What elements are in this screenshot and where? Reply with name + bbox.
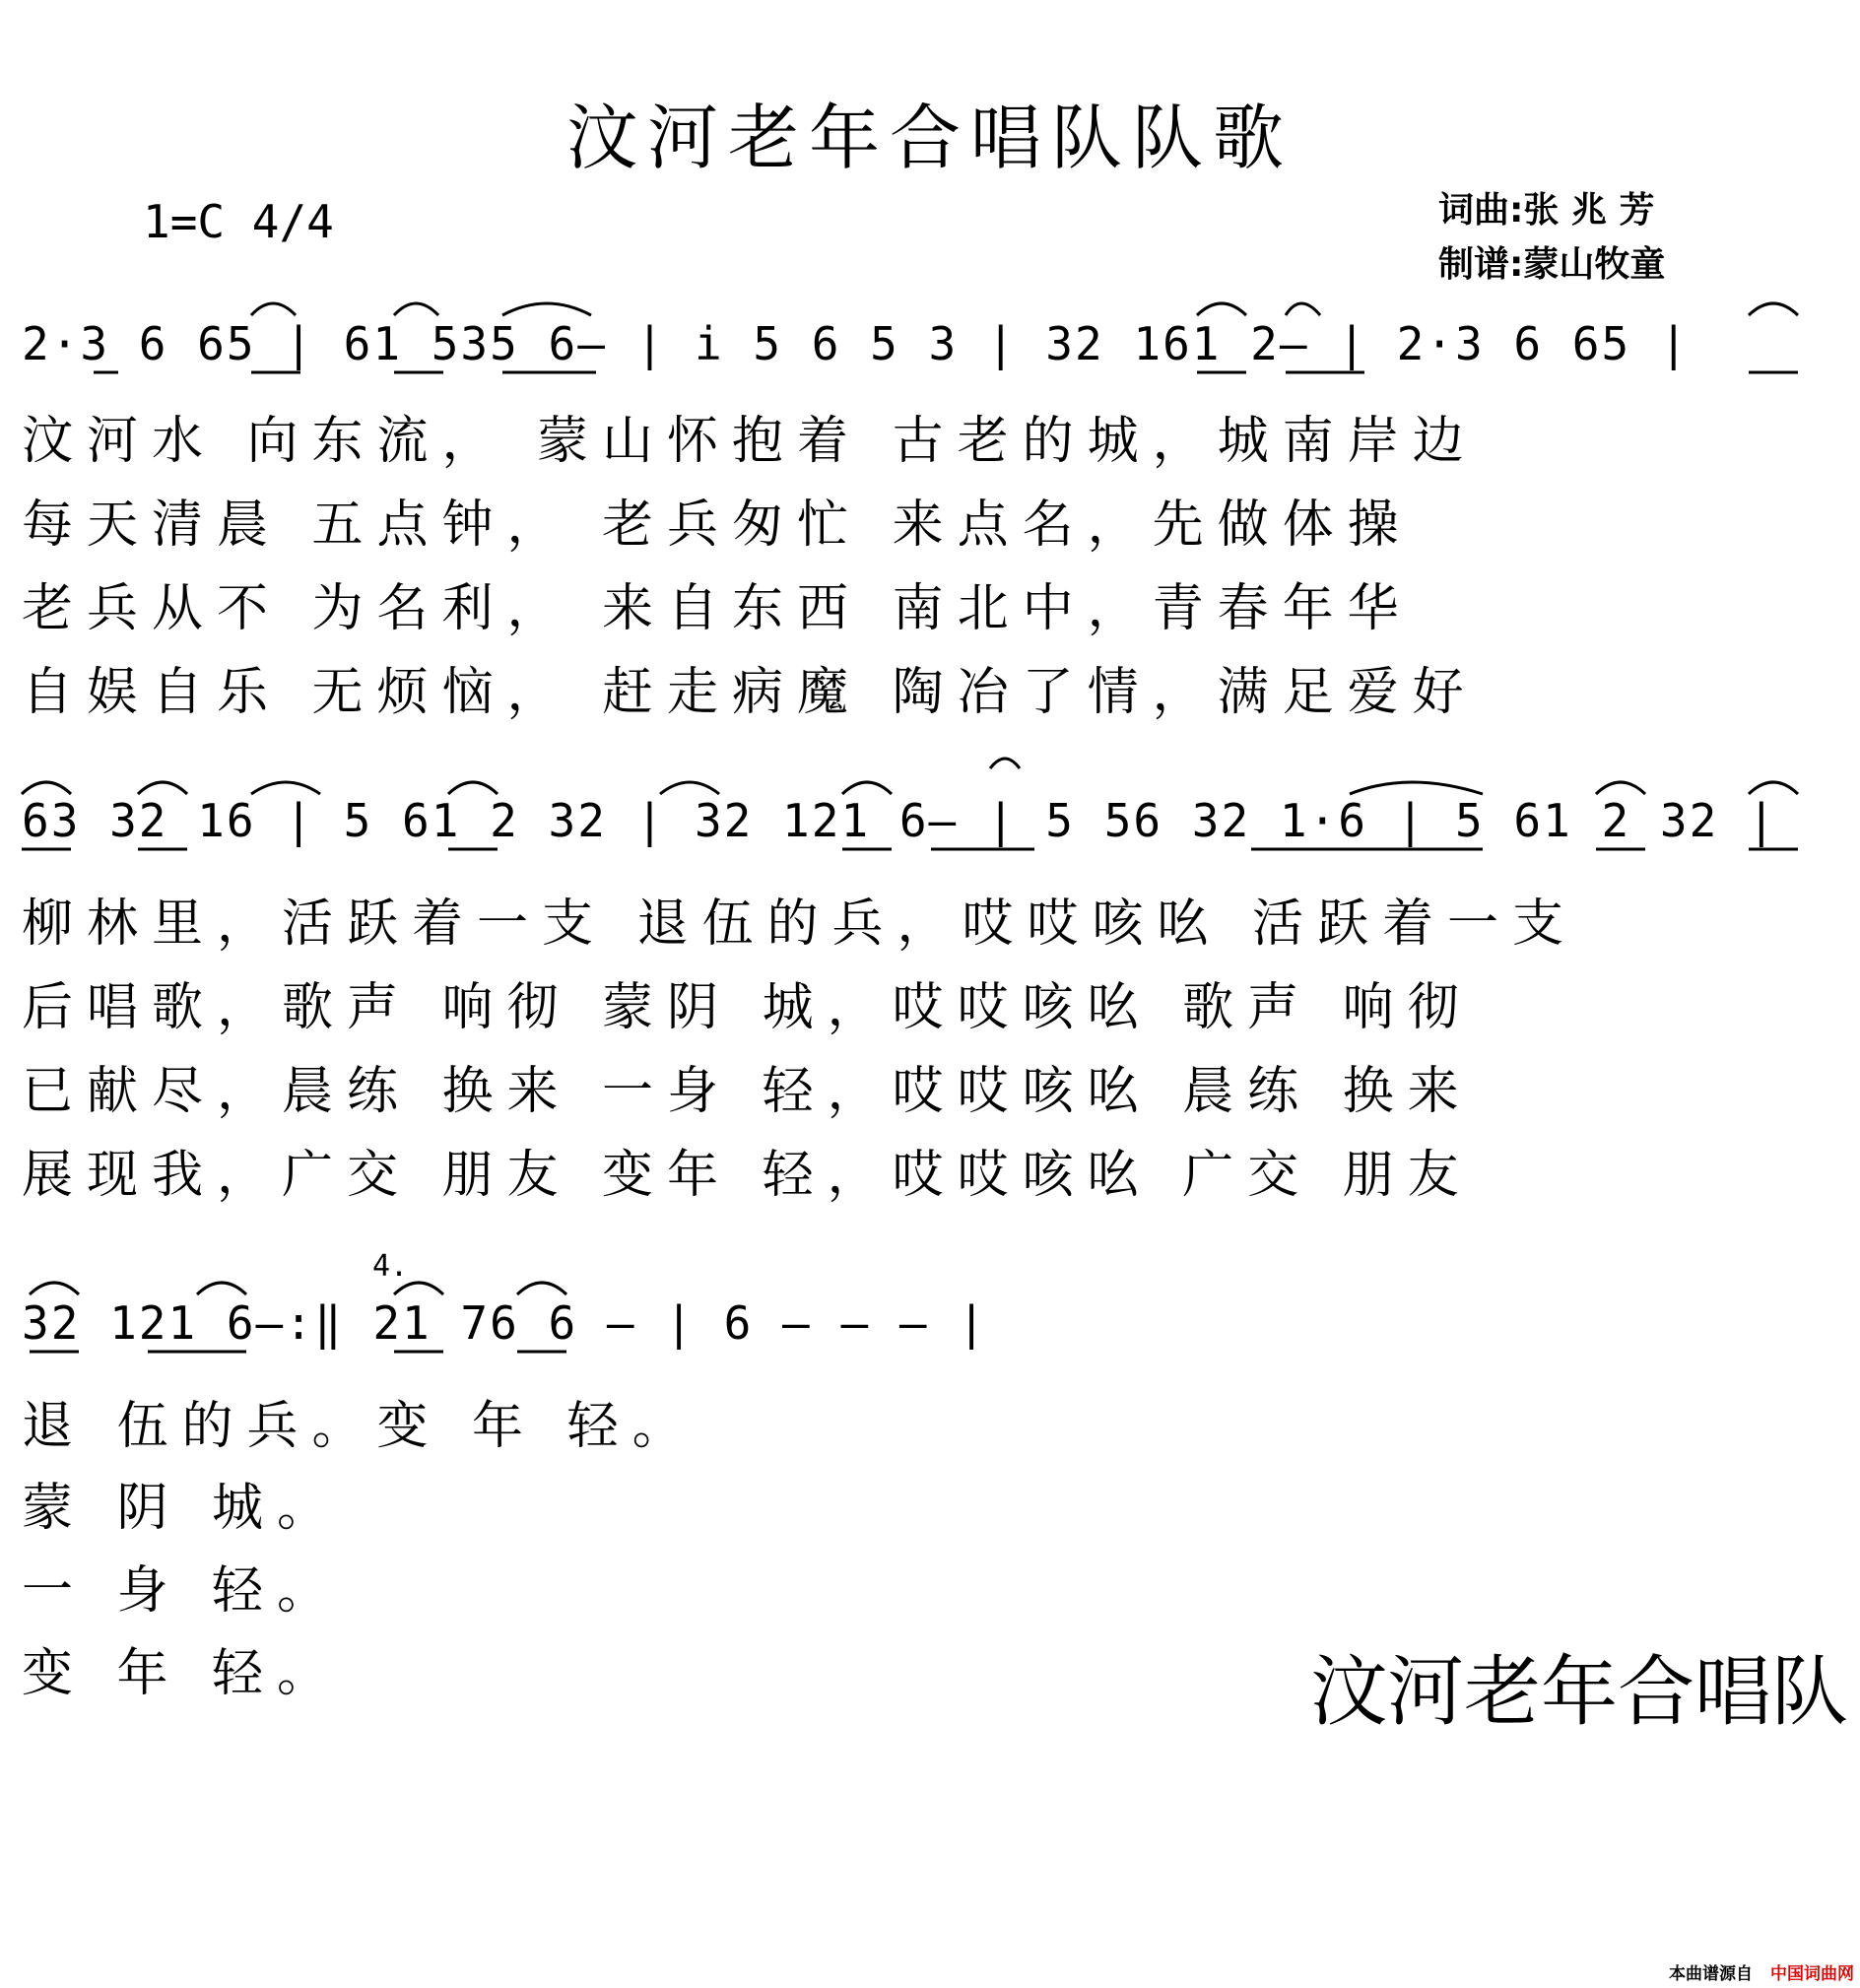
slur-mark [394, 303, 438, 315]
notes-row-2: 63 32 16 | 5 61 2 32 | 32 121 6— | 5 56 32 1·6 | 5 61 2 32 | [22, 794, 1777, 847]
slur-mark [1596, 782, 1645, 794]
lyric-row-2-verse-2: 后唱歌，歌声 响彻 蒙阴 城，哎哎咳吆 歌声 响彻 [22, 978, 1473, 1037]
lyric-row-3-verse-3: 一 身 轻。 [22, 1561, 343, 1621]
song-title: 汶河老年合唱队队歌 [565, 97, 1294, 179]
slur-mark [448, 782, 498, 794]
choir-signature: 汶河老年合唱队 [1310, 1648, 1849, 1737]
slur-mark [30, 1283, 79, 1294]
slur-mark [22, 782, 71, 794]
slur-mark [1749, 782, 1798, 794]
slur-mark [1350, 782, 1483, 794]
slur-mark [251, 782, 320, 794]
credit-notation: 制谱:蒙山牧童 [1438, 244, 1666, 285]
volta-marker: 4. [372, 1249, 409, 1284]
lyric-row-1-verse-2: 每天清晨 五点钟， 老兵匆忙 来点名，先做体操 [22, 496, 1413, 555]
footer-site-name: 中国词曲网 [1770, 1964, 1854, 1984]
slur-mark [251, 303, 296, 315]
lyric-row-3-verse-2: 蒙 阴 城。 [22, 1479, 343, 1538]
lyric-row-2-verse-3: 已献尽，晨练 换来 一身 轻，哎哎咳吆 晨练 换来 [22, 1062, 1473, 1121]
slur-mark [1197, 303, 1246, 315]
lyric-row-2-verse-4: 展现我，广交 朋友 变年 轻，哎哎咳吆 广交 朋友 [22, 1146, 1473, 1205]
slur-mark [138, 782, 187, 794]
slur-mark [197, 1283, 246, 1294]
slur-mark [842, 782, 892, 794]
key-signature: 1=C 4/4 [143, 195, 334, 248]
slur-mark [990, 759, 1020, 768]
slur-mark [1286, 303, 1320, 315]
slur-mark [517, 1283, 566, 1294]
lyric-row-1-verse-4: 自娱自乐 无烦恼， 赶走病魔 陶冶了情，满足爱好 [22, 663, 1478, 722]
lyric-row-3-verse-1: 退 伍的兵。变 年 轻。 [22, 1397, 698, 1456]
notes-row-1: 2·3 6 65 | 61 535 6— | i 5 6 5 3 | 32 161 2— | 2·3 6 65 | [22, 317, 1690, 370]
footer-source-label: 本曲谱源自 [1669, 1964, 1753, 1984]
slur-mark [660, 782, 719, 794]
credit-lyrics-music: 词曲:张 兆 芳 [1438, 190, 1655, 231]
lyric-row-1-verse-3: 老兵从不 为名利， 来自东西 南北中，青春年华 [22, 579, 1413, 638]
lyric-row-3-verse-4: 变 年 轻。 [22, 1644, 343, 1703]
slur-mark [1749, 303, 1798, 315]
slur-mark [394, 1283, 443, 1294]
slur-mark [502, 303, 591, 315]
notes-row-3: 32 121 6—:‖ 21 76 6 — | 6 — — — | [22, 1296, 987, 1350]
lyric-row-1-verse-1: 汶河水 向东流， 蒙山怀抱着 古老的城，城南岸边 [22, 412, 1478, 471]
lyric-row-2-verse-1: 柳林里，活跃着一支 退伍的兵，哎哎咳吆 活跃着一支 [22, 895, 1578, 954]
